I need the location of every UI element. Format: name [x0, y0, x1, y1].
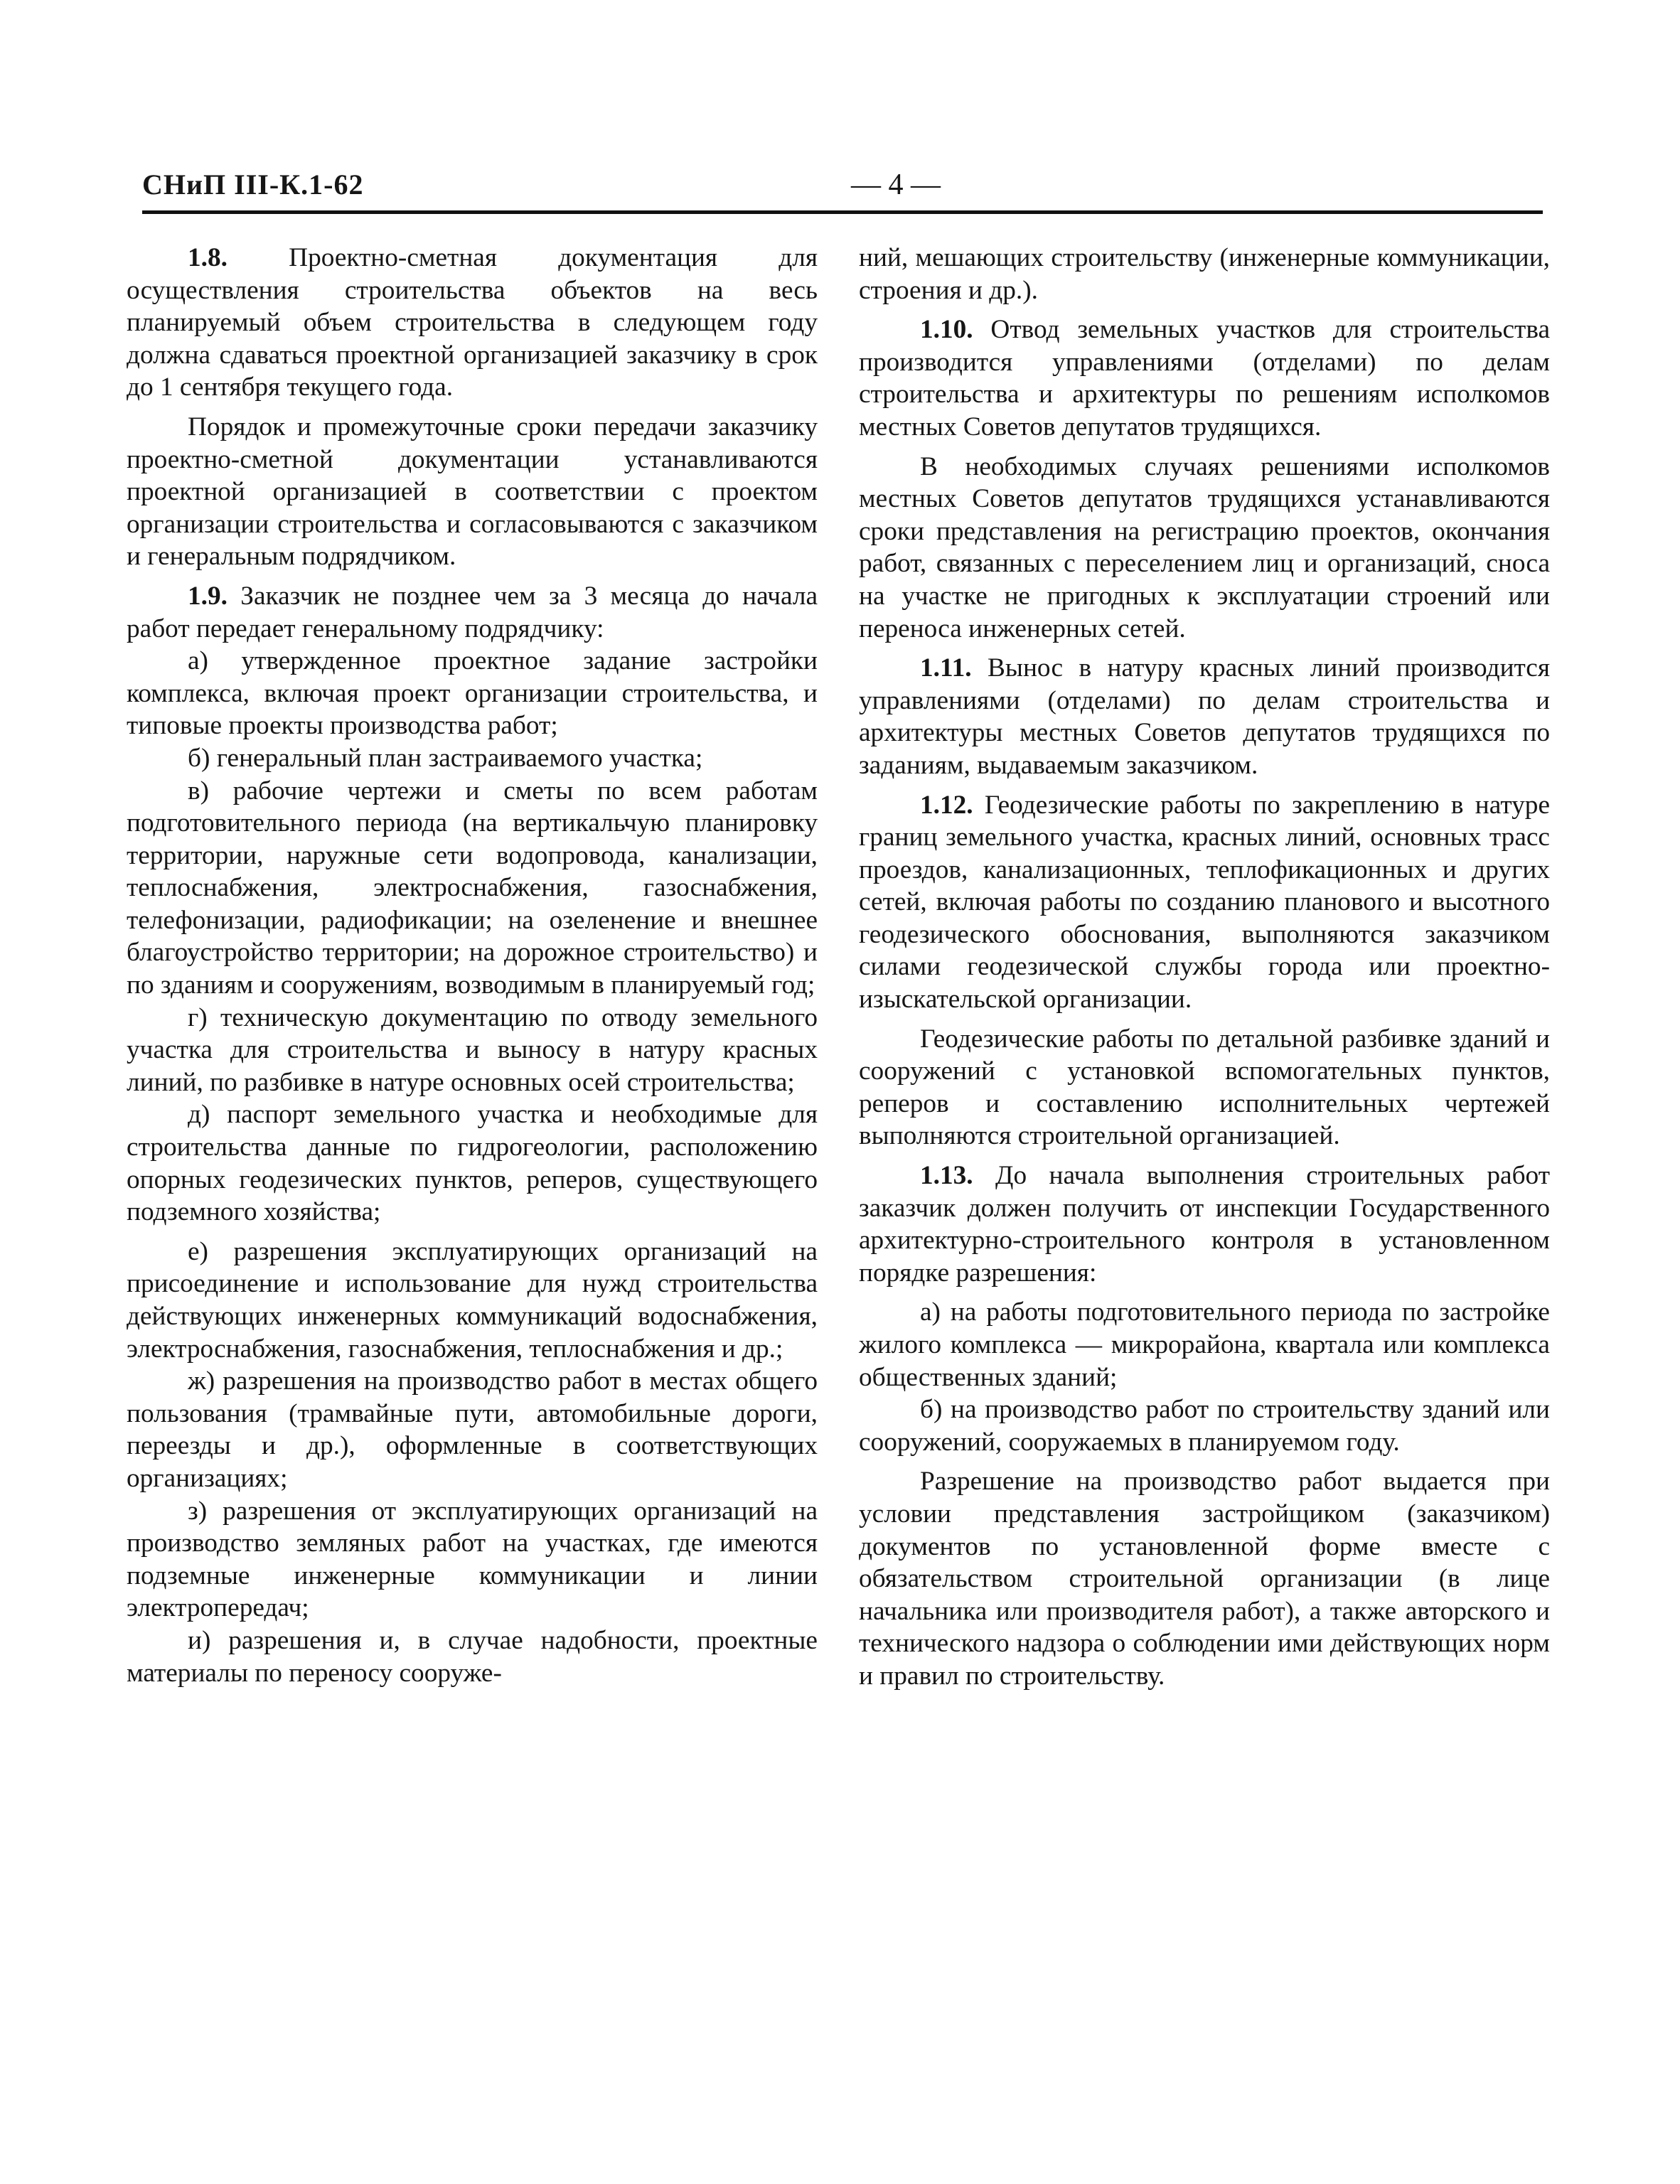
list-item-e: е) разрешения эксплуатирующих организаций на присоединение и использование для нужд строительства действующих инженерных коммуникаций водоснабжения, электроснабжения, газоснабжения, теплоснабжения и др.;: [127, 1236, 818, 1364]
section-number: 1.10.: [920, 315, 973, 345]
list-item-z: з) разрешения от эксплуатирующих организаций на производство земляных работ на участках, где имеются подземные инженерные коммуникации и линии электропередач;: [127, 1496, 818, 1623]
list-item-i-continued: ний, мешающих строительству (инженерные коммуникации, строения и др.).: [859, 243, 1550, 305]
section-1-10: [859, 314, 1550, 443]
paragraph: В необходимых случаях решениями исполкомов местных Советов депутатов трудящихся устанавливаются сроки представления на регистрацию проектов, окончания работ, связанных с переселением лиц и организаций, сноса на участке не пригодных к эксплуатации строений или переноса инженерных сетей.: [859, 451, 1550, 643]
section-text: Заказчик не позднее чем за 3 месяца до начала работ передает генеральному подрядчику:: [127, 581, 818, 643]
section-number: 1.13.: [920, 1161, 973, 1191]
list-item-b: б) генеральный план застраиваемого участка;: [188, 743, 703, 773]
paragraph: Разрешение на производство работ выдается при условии представления застройщиком (заказчиком) документов по установленной форме вместе с обязательством строительной организации (в лице начальника или производителя работ), а также авторского и технического надзора о соблюдении ими действующих норм и правил по строительству.: [859, 1467, 1550, 1691]
section-1-12: [859, 789, 1550, 1016]
list-item-g: г) техническую документацию по отводу земельного участка для строительства и выносу в натуру красных линий, по разбивке в натуре основных осей строительства;: [127, 1002, 818, 1097]
list-item-v: в) рабочие чертежи и сметы по всем работам подготовительного периода (на вертикальчую планировку территории, наружные сети водопровода, канализации, теплоснабжения, электроснабжения, газоснабжения, телефонизации, радиофикации; на озеленение и внешнее благоустройство территории; на дорожное строительство) и по зданиям и сооружениям, возводимым в планируемый год;: [127, 776, 818, 1000]
left-column: [127, 242, 818, 1689]
list-item-zh: ж) разрешения на производство работ в местах общего пользования (трамвайные пути, автомобильные дороги, переезды и др.), оформленные в соответствующих организациях;: [127, 1366, 818, 1493]
section-text: Отвод земельных участков для строительства производится управлениями (отделами) по делам строительства и архитектуры по решениям исполкомов местных Советов депутатов трудящихся.: [859, 315, 1551, 441]
list-item-b: б) на производство работ по строительству зданий или сооружений, сооружаемых в планируемом году.: [859, 1395, 1550, 1457]
list-item-d: д) паспорт земельного участка и необходимые для строительства данные по гидрогеологии, расположению опорных геодезических пунктов, реперов, существующего подземного хозяйства;: [127, 1100, 818, 1227]
section-1-9: [127, 580, 818, 645]
list-item-a: а) на работы подготовительного периода по застройке жилого комплекса — микрорайона, квартала или комплекса общественных зданий;: [859, 1297, 1550, 1392]
section-text: До начала выполнения строительных работ заказчик должен получить от инспекции Государственного архитектурно-строительного контроля в установленном порядке разрешения:: [859, 1161, 1550, 1288]
list-item-a: а) утвержденное проектное задание застройки комплекса, включая проект организации строительства, и типовые проекты производства работ;: [127, 646, 818, 741]
header-rule: [142, 210, 1543, 214]
section-number: 1.8.: [188, 243, 228, 272]
section-1-8: [127, 242, 818, 404]
section-1-13: [859, 1160, 1550, 1289]
section-1-11: [859, 652, 1550, 781]
document-code: СНиП III-К.1-62: [142, 168, 364, 200]
right-column: [859, 242, 1550, 1693]
section-number: 1.9.: [188, 581, 228, 611]
section-text: Вынос в натуру красных линий производится управлениями (отделами) по делам строительства и архитектуры местных Советов депутатов трудящихся по заданиям, выдаваемым заказчиком.: [859, 653, 1551, 780]
list-item-i: и) разрешения и, в случае надобности, проектные материалы по переносу сооруже-: [127, 1625, 818, 1688]
section-number: 1.12.: [920, 790, 973, 820]
paragraph: Геодезические работы по детальной разбивке зданий и сооружений с установкой вспомогательных пунктов, реперов и составлению исполнительных чертежей выполняются строительной организацией.: [859, 1024, 1550, 1151]
paragraph: Порядок и промежуточные сроки передачи заказчику проектно-сметной документации устанавливаются проектной организацией в соответствии с проектом организации строительства и согласовываются с заказчиком и генеральным подрядчиком.: [127, 412, 818, 572]
section-text: Проектно-сметная документация для осуществления строительства объектов на весь планируемый объем строительства в следующем году должна сдаваться проектной организацией заказчику в срок до 1 сентября текущего года.: [127, 243, 818, 402]
page-header: [142, 164, 1543, 206]
section-number: 1.11.: [920, 653, 972, 683]
page-number: — 4 —: [851, 168, 941, 201]
section-text: Геодезические работы по закреплению в натуре границ земельного участка, красных линий, основных трасс проездов, канализационных, теплофикационных и других сетей, включая работы по созданию планового и высотного геодезического обоснования, выполняются заказчиком силами геодезической службы города или проектно-изыскательской организации.: [859, 790, 1551, 1015]
